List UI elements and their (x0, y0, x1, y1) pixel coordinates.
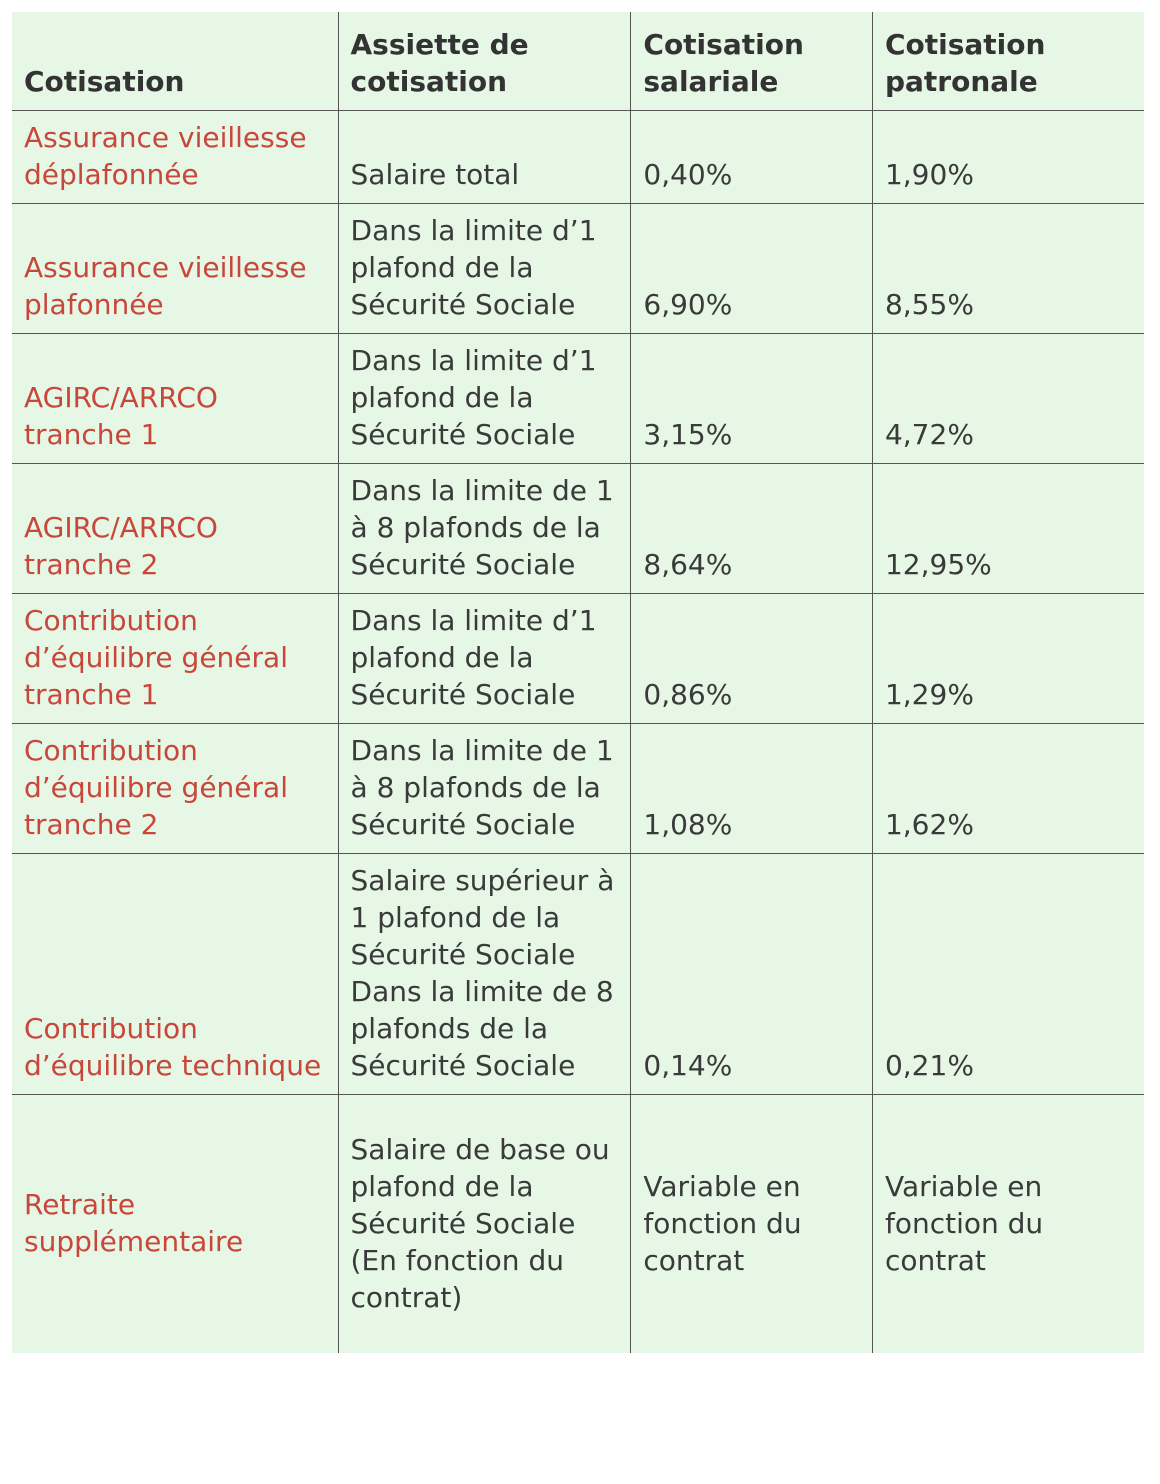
header-row (12, 12, 1144, 111)
header-assiette: Assiette de cotisation (338, 12, 631, 111)
assiette-cell: Salaire total (338, 111, 631, 204)
patronale-cell: 8,55% (872, 204, 1144, 334)
cotisation-label: Assurance vieillesse plafonnée (12, 204, 338, 334)
assiette-cell: Dans la limite d’1 plafond de la Sécurité Sociale (338, 594, 631, 724)
header-salariale: Cotisation salariale (631, 12, 873, 111)
assiette-cell: Salaire de base ou plafond de la Sécurité Sociale (En fonction du contrat) (338, 1095, 631, 1354)
salariale-cell: 0,40% (631, 111, 873, 204)
header-patronale: Cotisation patronale (872, 12, 1144, 111)
patronale-cell: 1,62% (872, 724, 1144, 854)
patronale-cell: 1,29% (872, 594, 1144, 724)
table-row (12, 594, 1144, 724)
assiette-cell: Dans la limite d’1 plafond de la Sécurité Sociale (338, 334, 631, 464)
patronale-cell: 1,90% (872, 111, 1144, 204)
table-row (12, 334, 1144, 464)
table-row (12, 111, 1144, 204)
table-row (12, 854, 1144, 1095)
cotisation-label: Contribution d’équilibre général tranche 2 (12, 724, 338, 854)
salariale-cell: 3,15% (631, 334, 873, 464)
cotisation-label: Assurance vieillesse déplafonnée (12, 111, 338, 204)
table-row (12, 464, 1144, 594)
table-row (12, 204, 1144, 334)
salariale-cell: 0,86% (631, 594, 873, 724)
assiette-cell: Dans la limite d’1 plafond de la Sécurité Sociale (338, 204, 631, 334)
salariale-cell: 1,08% (631, 724, 873, 854)
table-row (12, 724, 1144, 854)
table-row (12, 1095, 1144, 1354)
assiette-cell: Dans la limite de 1 à 8 plafonds de la Sécurité Sociale (338, 724, 631, 854)
salariale-cell: Variable en fonction du contrat (631, 1095, 873, 1354)
cotisation-label: Retraite supplémentaire (12, 1095, 338, 1354)
cotisations-table (12, 12, 1144, 1353)
patronale-cell: 0,21% (872, 854, 1144, 1095)
header-cotisation: Cotisation (12, 12, 338, 111)
salariale-cell: 8,64% (631, 464, 873, 594)
cotisation-label: Contribution d’équilibre général tranche 1 (12, 594, 338, 724)
assiette-cell: Salaire supérieur à 1 plafond de la Sécurité Sociale Dans la limite de 8 plafonds de la Sécurité Sociale (338, 854, 631, 1095)
cotisation-label: AGIRC/ARRCO tranche 1 (12, 334, 338, 464)
salariale-cell: 0,14% (631, 854, 873, 1095)
cotisation-label: AGIRC/ARRCO tranche 2 (12, 464, 338, 594)
patronale-cell: 12,95% (872, 464, 1144, 594)
patronale-cell: Variable en fonction du contrat (872, 1095, 1144, 1354)
salariale-cell: 6,90% (631, 204, 873, 334)
cotisation-label: Contribution d’équilibre technique (12, 854, 338, 1095)
patronale-cell: 4,72% (872, 334, 1144, 464)
assiette-cell: Dans la limite de 1 à 8 plafonds de la Sécurité Sociale (338, 464, 631, 594)
